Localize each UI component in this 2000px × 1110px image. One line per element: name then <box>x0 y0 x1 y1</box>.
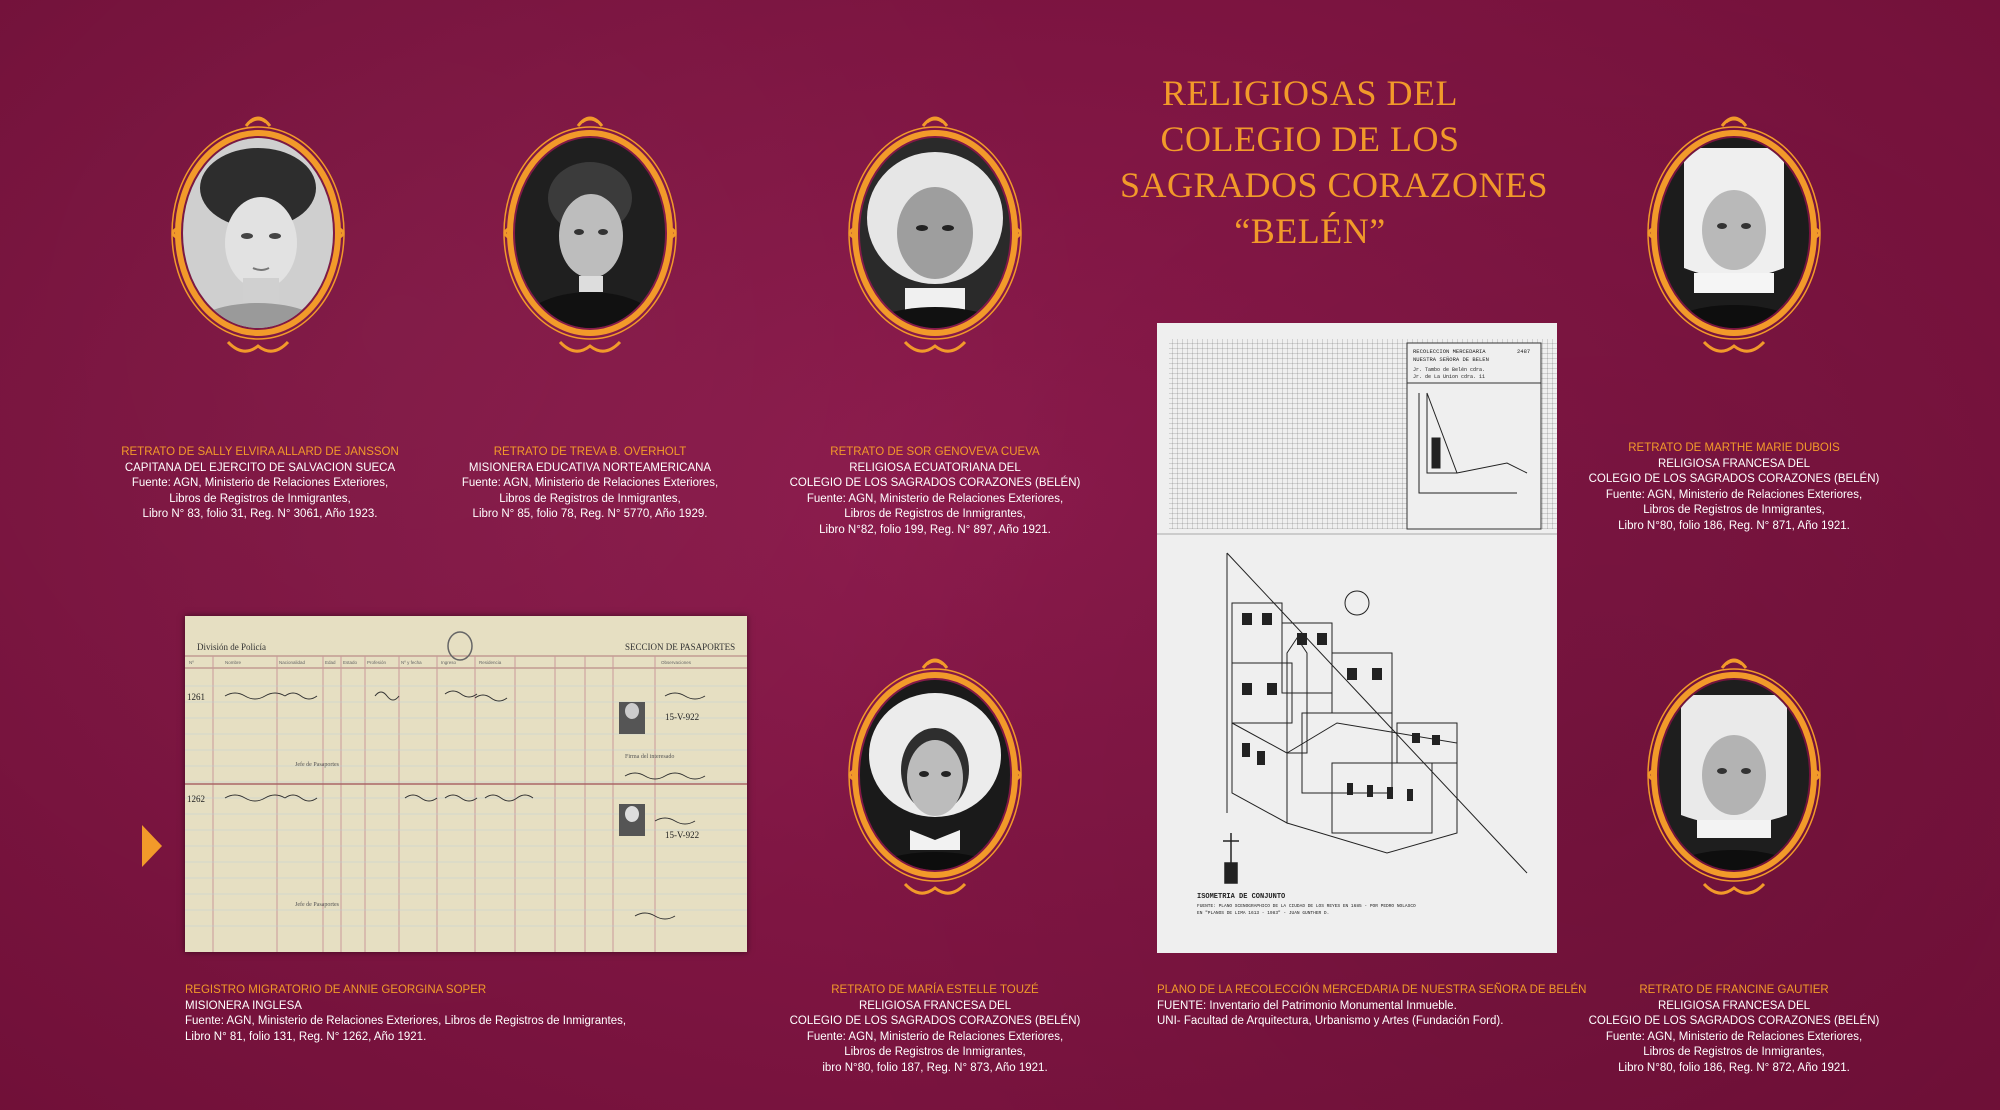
registro-document-image <box>185 616 747 952</box>
exhibit-title <box>1120 70 1549 254</box>
caption-line: Libros de Registros de Inmigrantes, <box>844 1046 1026 1058</box>
doc-col-header: Profesión <box>367 660 387 665</box>
doc-firma: Firma del interesado <box>625 754 675 760</box>
caption-line: COLEGIO DE LOS SAGRADOS CORAZONES (BELÉN) <box>789 1015 1081 1027</box>
caption-head: PLANO DE LA RECOLECCIÓN MERCEDARIA DE NUESTRA SEÑORA DE BELÉN <box>1157 984 1587 996</box>
caption-line: COLEGIO DE LOS SAGRADOS CORAZONES (BELÉN) <box>1588 1015 1880 1027</box>
caption-line: Fuente: AGN, Ministerio de Relaciones Exteriores, <box>806 492 1064 505</box>
doc-col-header: Nº y fecha <box>401 660 422 665</box>
doc-division: División de Policía <box>197 642 266 652</box>
doc-col-header: Nombre <box>225 660 242 665</box>
caption-head: RETRATO DE TREVA B. OVERHOLT <box>493 446 687 458</box>
caption-line: Libros de Registros de Inmigrantes, <box>499 492 681 505</box>
caption-line: MISIONERA INGLESA <box>185 999 302 1012</box>
caption-line: ibro N°80, folio 187, Reg. N° 873, Año 1921. <box>822 1061 1048 1074</box>
caption-line: Libro N° 83, folio 31, Reg. N° 3061, Año 1923. <box>142 508 378 520</box>
caption-line: RELIGIOSA ECUATORIANA DEL <box>849 461 1021 474</box>
caption-head: RETRATO DE MARÍA ESTELLE TOUZÉ <box>831 984 1039 996</box>
ornate-frame-icon <box>1634 650 1834 900</box>
caption-cueva <box>780 445 1090 538</box>
caption-line: Libros de Registros de Inmigrantes, <box>1643 504 1825 516</box>
caption-line: Libros de Registros de Inmigrantes, <box>844 508 1026 520</box>
caption-gautier <box>1579 983 1889 1076</box>
plan-iso-source-2: EN "PLANOS DE LIMA 1613 - 1983" - JUAN GUNTHER D. <box>1197 911 1330 916</box>
ornate-frame-icon <box>835 108 1035 358</box>
title-line-3: SAGRADOS CORAZONES <box>1120 165 1549 205</box>
plan-iso-title: ISOMETRIA DE CONJUNTO <box>1197 893 1286 901</box>
caption-touze <box>780 983 1090 1076</box>
doc-entry-2: 1262 <box>187 794 205 804</box>
arrow-right-icon <box>142 825 162 867</box>
doc-col-header: Residencia <box>479 660 502 665</box>
caption-head: RETRATO DE SALLY ELVIRA ALLARD DE JANSSON <box>121 446 399 458</box>
portrait-frame-overholt <box>490 108 690 358</box>
caption-line: Fuente: AGN, Ministerio de Relaciones Exteriores, <box>131 477 389 489</box>
portrait-frame-touze <box>835 650 1035 900</box>
caption-line: RELIGIOSA FRANCESA DEL <box>1657 999 1811 1012</box>
caption-line: UNI- Facultad de Arquitectura, Urbanismo y Artes (Fundación Ford). <box>1157 1015 1504 1027</box>
caption-head: REGISTRO MIGRATORIO DE ANNIE GEORGINA SOPER <box>185 984 487 996</box>
doc-col-header: Nacionalidad <box>279 660 306 665</box>
caption-head: RETRATO DE FRANCINE GAUTIER <box>1639 984 1829 996</box>
caption-line: RELIGIOSA FRANCESA DEL <box>858 999 1012 1012</box>
doc-col-header: Estado <box>343 660 358 665</box>
doc-col-header: Nº <box>189 660 194 665</box>
caption-line: Libro N°82, folio 199, Reg. N° 897, Año 1921. <box>819 523 1051 536</box>
caption-line: RELIGIOSA FRANCESA DEL <box>1657 457 1811 470</box>
caption-line: Fuente: AGN, Ministerio de Relaciones Exteriores, <box>806 1030 1064 1043</box>
ornate-frame-icon <box>158 108 358 358</box>
caption-dubois <box>1579 441 1889 534</box>
doc-jefe: Jefe de Pasaportes <box>295 762 339 768</box>
plan-box-title-1: RECOLECCION MERCEDARIA <box>1413 348 1486 355</box>
plan-code: 2487 <box>1517 348 1531 355</box>
caption-line: Fuente: AGN, Ministerio de Relaciones Exteriores, <box>1605 488 1863 501</box>
title-line-4: “BELÉN” <box>1234 211 1386 251</box>
caption-line: MISIONERA EDUCATIVA NORTEAMERICANA <box>468 461 712 474</box>
plan-iso-source: FUENTE: PLANO SCENOGRAPHICO DE LA CIUDAD DE LOS REYES EN 1685 - POR PEDRO NOLASCO <box>1197 904 1416 909</box>
caption-line: COLEGIO DE LOS SAGRADOS CORAZONES (BELÉN) <box>789 477 1081 489</box>
portrait-frame-allard <box>158 108 358 358</box>
ornate-frame-icon <box>835 650 1035 900</box>
portrait-frame-gautier <box>1634 650 1834 900</box>
doc-col-header: Observaciones <box>661 660 692 665</box>
caption-line: COLEGIO DE LOS SAGRADOS CORAZONES (BELÉN) <box>1588 473 1880 485</box>
doc-section: SECCION DE PASAPORTES <box>625 642 736 652</box>
doc-entry-1: 1261 <box>187 692 205 702</box>
doc-date: 15-V-922 <box>665 830 700 840</box>
caption-plano <box>1157 983 1587 1030</box>
caption-line: FUENTE: Inventario del Patrimonio Monumental Inmueble. <box>1157 999 1457 1012</box>
caption-line: Libro N°80, folio 186, Reg. N° 872, Año 1921. <box>1618 1061 1850 1074</box>
plan-addr-1: Jr. Tambo de Belén cdra. <box>1413 367 1486 373</box>
plan-box-title-2: NUESTRA SEÑORA DE BELEN <box>1413 356 1489 363</box>
portrait-frame-dubois <box>1634 108 1834 358</box>
caption-overholt <box>435 445 745 523</box>
doc-col-header: Ingreso <box>441 660 457 665</box>
caption-line: Libros de Registros de Inmigrantes, <box>1643 1046 1825 1058</box>
title-line-1: RELIGIOSAS DEL <box>1162 73 1458 113</box>
caption-line: Fuente: AGN, Ministerio de Relaciones Exteriores, <box>461 477 719 489</box>
caption-line: Fuente: AGN, Ministerio de Relaciones Exteriores, Libros de Registros de Inmigrantes, <box>185 1015 627 1027</box>
caption-line: Libro N° 81, folio 131, Reg. N° 1262, Año 1921. <box>185 1030 427 1043</box>
portrait-frame-cueva <box>835 108 1035 358</box>
caption-head: RETRATO DE SOR GENOVEVA CUEVA <box>830 446 1040 458</box>
caption-head: RETRATO DE MARTHE MARIE DUBOIS <box>1628 442 1840 454</box>
ornate-frame-icon <box>1634 108 1834 358</box>
caption-line: Libro N° 85, folio 78, Reg. N° 5770, Año 1929. <box>472 508 708 520</box>
caption-line: Libros de Registros de Inmigrantes, <box>169 492 351 505</box>
caption-line: Libro N°80, folio 186, Reg. N° 871, Año 1921. <box>1618 519 1850 532</box>
caption-line: CAPITANA DEL EJERCITO DE SALVACION SUECA <box>124 461 396 474</box>
ornate-frame-icon <box>490 108 690 358</box>
plan-addr-2: Jr. de La Union cdra. 11 <box>1413 374 1486 380</box>
plano-image <box>1157 323 1557 953</box>
title-line-2: COLEGIO DE LOS <box>1160 119 1460 159</box>
doc-col-header: Edad <box>325 660 336 665</box>
caption-registro <box>185 983 745 1045</box>
caption-allard <box>105 445 415 523</box>
doc-jefe: Jefe de Pasaportes <box>295 902 339 908</box>
doc-date: 15-V-922 <box>665 712 700 722</box>
caption-line: Fuente: AGN, Ministerio de Relaciones Exteriores, <box>1605 1030 1863 1043</box>
